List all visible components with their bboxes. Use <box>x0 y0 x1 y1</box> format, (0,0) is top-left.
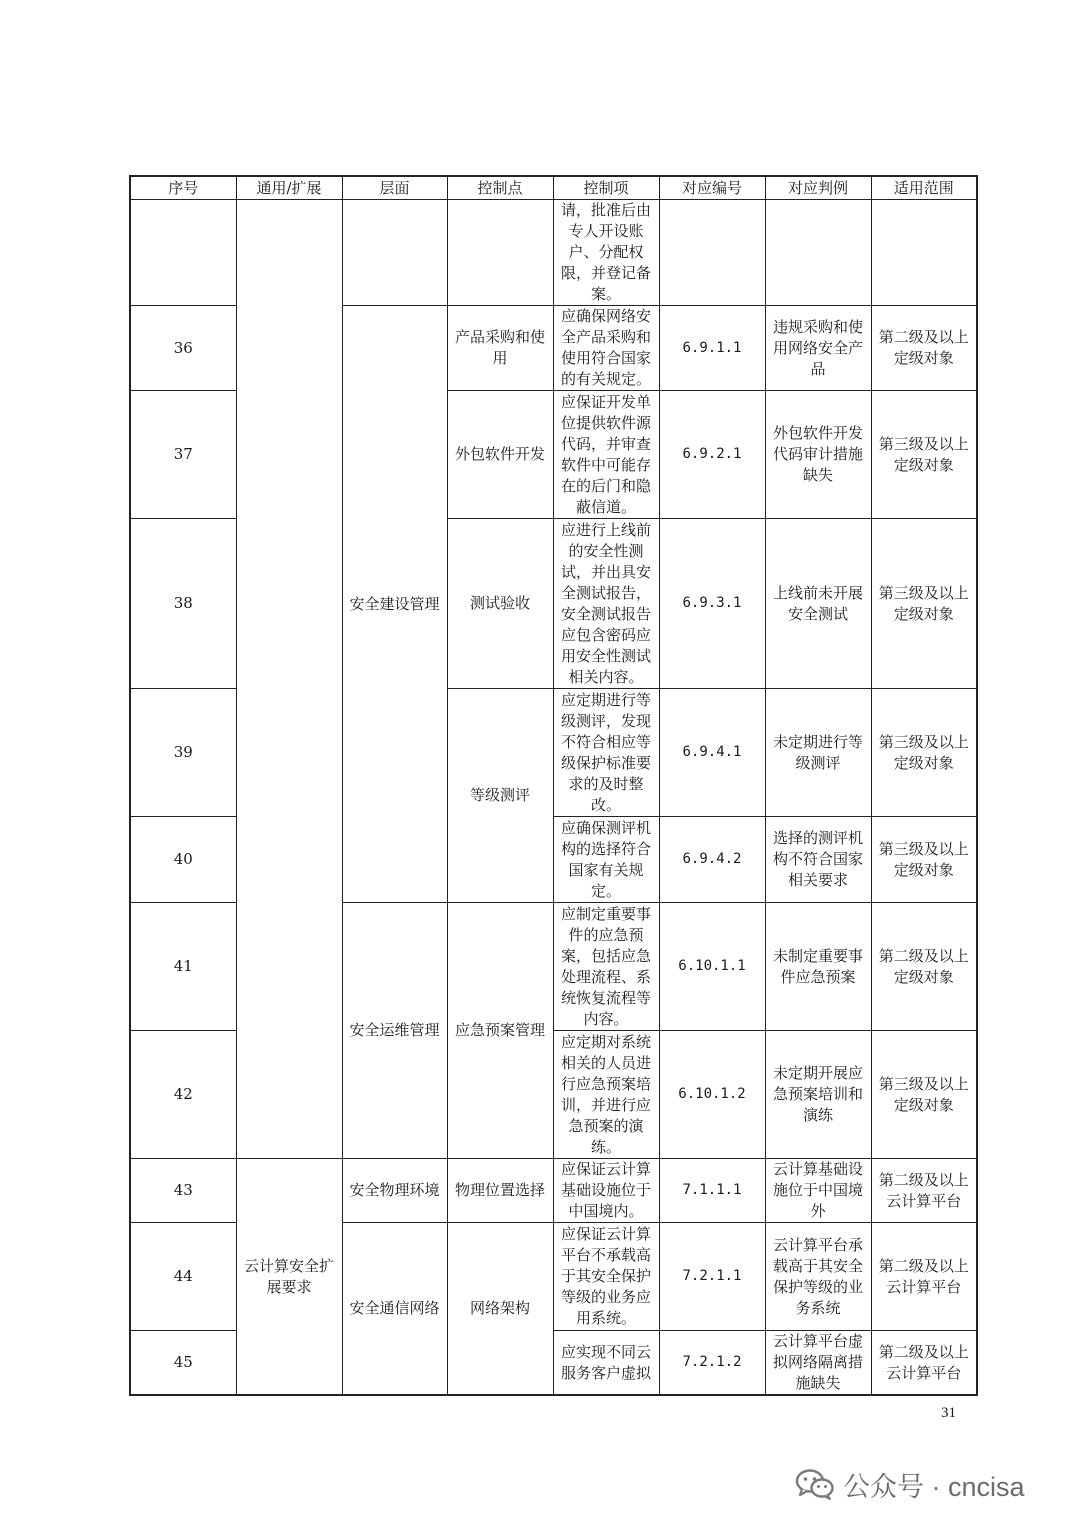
control-item-cell: 应确保测评机构的选择符合国家有关规定。 <box>553 817 659 903</box>
watermark-text: 公众号 · cncisa <box>843 1471 1025 1502</box>
scope-cell: 第三级及以上定级对象 <box>871 519 977 689</box>
seq-cell: 44 <box>130 1223 236 1331</box>
seq-cell <box>130 200 236 306</box>
control-point-cell: 测试验收 <box>447 519 553 689</box>
header-code: 对应编号 <box>659 176 765 200</box>
scope-cell: 第三级及以上定级对象 <box>871 1031 977 1159</box>
seq-cell: 42 <box>130 1031 236 1159</box>
cloud-group-cell: 云计算安全扩展要求 <box>236 1159 342 1396</box>
seq-cell: 36 <box>130 306 236 391</box>
header-scope: 适用范围 <box>871 176 977 200</box>
header-general-extension: 通用/扩展 <box>236 176 342 200</box>
scope-cell: 第二级及以上云计算平台 <box>871 1223 977 1331</box>
seq-cell: 45 <box>130 1331 236 1396</box>
control-point-cell: 应急预案管理 <box>447 903 553 1159</box>
case-cell: 选择的测评机构不符合国家相关要求 <box>765 817 871 903</box>
code-cell: 6.9.2.1 <box>659 391 765 519</box>
seq-cell: 38 <box>130 519 236 689</box>
regulation-table <box>129 175 978 1396</box>
control-item-cell: 应保证云计算基础设施位于中国境内。 <box>553 1159 659 1223</box>
case-cell: 未定期进行等级测评 <box>765 689 871 817</box>
code-cell: 6.9.1.1 <box>659 306 765 391</box>
case-cell: 上线前未开展安全测试 <box>765 519 871 689</box>
case-cell: 云计算平台虚拟网络隔离措施缺失 <box>765 1331 871 1396</box>
case-cell: 外包软件开发代码审计措施缺失 <box>765 391 871 519</box>
wechat-watermark <box>795 1466 1025 1502</box>
header-seq: 序号 <box>130 176 236 200</box>
general-group-cell <box>236 200 342 1159</box>
scope-cell: 第二级及以上云计算平台 <box>871 1159 977 1223</box>
seq-cell: 40 <box>130 817 236 903</box>
control-item-cell: 请，批准后由专人开设账户、分配权限，并登记备案。 <box>553 200 659 306</box>
control-point-cell: 产品采购和使用 <box>447 306 553 391</box>
code-cell: 6.9.4.2 <box>659 817 765 903</box>
control-item-cell: 应确保网络安全产品采购和使用符合国家的有关规定。 <box>553 306 659 391</box>
control-point-cell: 物理位置选择 <box>447 1159 553 1223</box>
control-item-cell: 应制定重要事件的应急预案，包括应急处理流程、系统恢复流程等内容。 <box>553 903 659 1031</box>
case-cell <box>765 200 871 306</box>
case-cell: 云计算基础设施位于中国境外 <box>765 1159 871 1223</box>
code-cell: 6.9.3.1 <box>659 519 765 689</box>
case-cell: 违规采购和使用网络安全产品 <box>765 306 871 391</box>
code-cell <box>659 200 765 306</box>
level-cell: 安全通信网络 <box>342 1223 447 1396</box>
header-row <box>130 176 977 200</box>
scope-cell: 第三级及以上定级对象 <box>871 817 977 903</box>
control-point-cell: 网络架构 <box>447 1223 553 1396</box>
level-cell: 安全物理环境 <box>342 1159 447 1223</box>
seq-cell: 43 <box>130 1159 236 1223</box>
code-cell: 6.9.4.1 <box>659 689 765 817</box>
case-cell: 未制定重要事件应急预案 <box>765 903 871 1031</box>
scope-cell: 第三级及以上定级对象 <box>871 689 977 817</box>
code-cell: 6.10.1.2 <box>659 1031 765 1159</box>
code-cell: 7.2.1.2 <box>659 1331 765 1396</box>
header-control-point: 控制点 <box>447 176 553 200</box>
scope-cell: 第二级及以上定级对象 <box>871 903 977 1031</box>
table-row <box>130 1159 977 1223</box>
scope-cell: 第二级及以上定级对象 <box>871 306 977 391</box>
table-row <box>130 200 977 306</box>
level-cell <box>342 200 447 306</box>
control-item-cell: 应进行上线前的安全性测试，并出具安全测试报告，安全测试报告应包含密码应用安全性测试相关内容。 <box>553 519 659 689</box>
header-case: 对应判例 <box>765 176 871 200</box>
control-item-cell: 应实现不同云服务客户虚拟 <box>553 1331 659 1396</box>
seq-cell: 41 <box>130 903 236 1031</box>
page-number: 31 <box>941 1405 956 1421</box>
control-point-cell <box>447 200 553 306</box>
scope-cell <box>871 200 977 306</box>
scope-cell: 第三级及以上定级对象 <box>871 391 977 519</box>
code-cell: 7.2.1.1 <box>659 1223 765 1331</box>
level-cell: 安全运维管理 <box>342 903 447 1159</box>
control-item-cell: 应保证开发单位提供软件源代码，并审查软件中可能存在的后门和隐蔽信道。 <box>553 391 659 519</box>
control-item-cell: 应定期对系统相关的人员进行应急预案培训，并进行应急预案的演练。 <box>553 1031 659 1159</box>
code-cell: 7.1.1.1 <box>659 1159 765 1223</box>
control-item-cell: 应定期进行等级测评，发现不符合相应等级保护标准要求的及时整改。 <box>553 689 659 817</box>
scope-cell: 第二级及以上云计算平台 <box>871 1331 977 1396</box>
control-point-cell: 外包软件开发 <box>447 391 553 519</box>
control-item-cell: 应保证云计算平台不承载高于其安全保护等级的业务应用系统。 <box>553 1223 659 1331</box>
case-cell: 云计算平台承载高于其安全保护等级的业务系统 <box>765 1223 871 1331</box>
header-control-item: 控制项 <box>553 176 659 200</box>
code-cell: 6.10.1.1 <box>659 903 765 1031</box>
header-level: 层面 <box>342 176 447 200</box>
seq-cell: 39 <box>130 689 236 817</box>
case-cell: 未定期开展应急预案培训和演练 <box>765 1031 871 1159</box>
seq-cell: 37 <box>130 391 236 519</box>
level-cell: 安全建设管理 <box>342 306 447 903</box>
wechat-icon <box>795 1468 835 1500</box>
control-point-cell: 等级测评 <box>447 689 553 903</box>
